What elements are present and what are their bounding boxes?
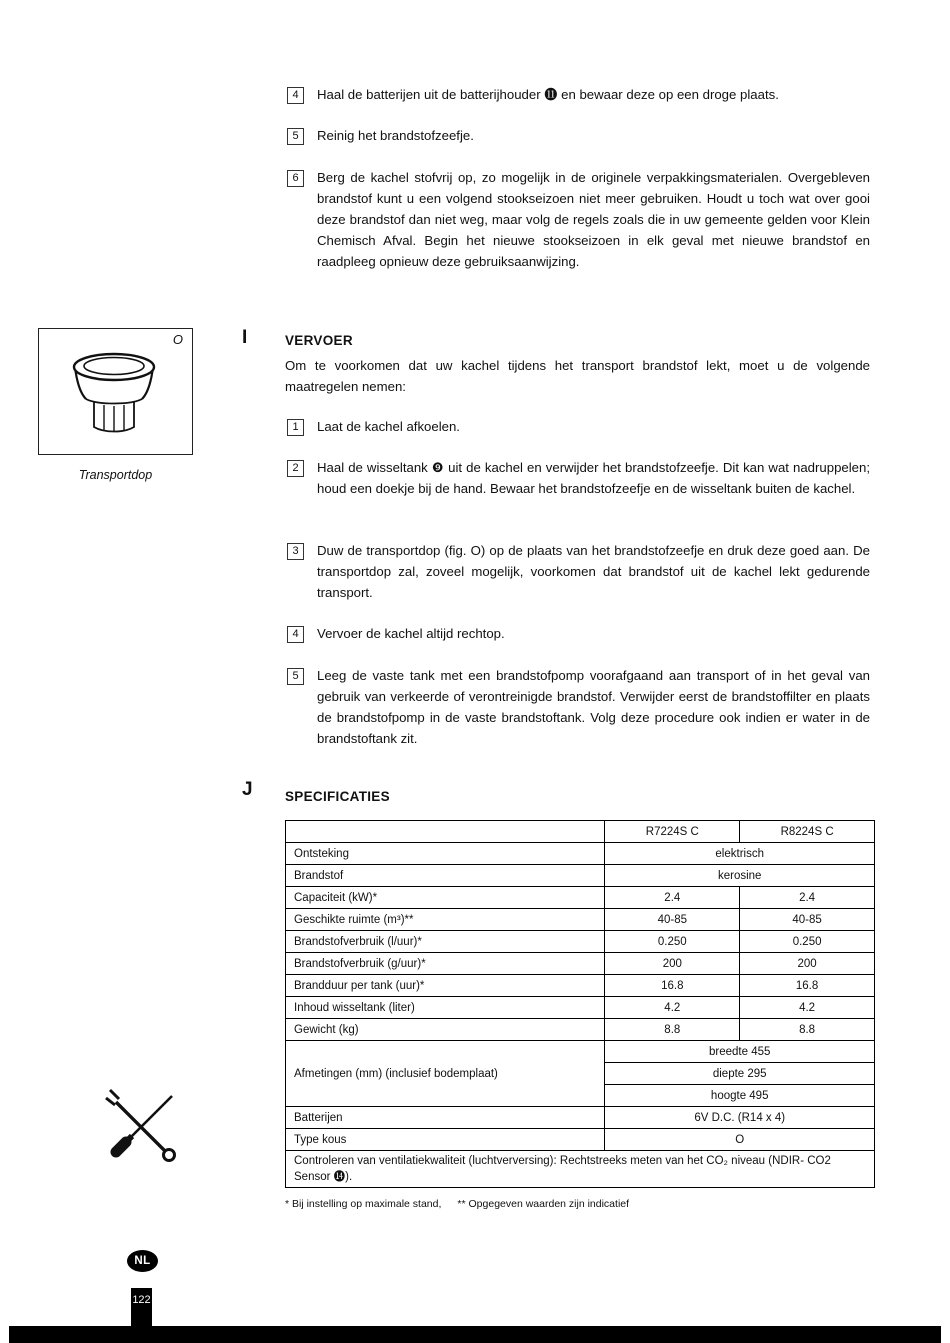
spec-value: 40-85 <box>740 909 875 931</box>
footer-bar <box>9 1326 941 1343</box>
spec-label: Ontsteking <box>286 843 605 865</box>
spec-value: 16.8 <box>740 975 875 997</box>
spec-value: diepte 295 <box>605 1063 875 1085</box>
table-row <box>286 843 875 865</box>
vervoer-step-1 <box>287 417 870 438</box>
vervoer-step-4 <box>287 624 870 645</box>
table-row <box>286 865 875 887</box>
model-column-header: R8224S C <box>740 821 875 843</box>
footnote-2: ** Opgegeven waarden zijn indicatief <box>457 1198 630 1210</box>
table-row <box>286 975 875 997</box>
section-title-vervoer: VERVOER <box>285 333 353 348</box>
transport-cap-figure <box>38 328 193 455</box>
step-text: Haal de batterijen uit de batterijhouder ⓫ en bewaar deze op een droge plaats. <box>317 87 779 102</box>
spec-value: 0.250 <box>740 931 875 953</box>
spec-value: 8.8 <box>605 1019 740 1041</box>
spec-value: 2.4 <box>740 887 875 909</box>
step-number-box: 4 <box>287 626 304 643</box>
section-title-specificaties: SPECIFICATIES <box>285 789 390 804</box>
spec-label: Geschikte ruimte (m³)** <box>286 909 605 931</box>
spec-value: breedte 455 <box>605 1041 875 1063</box>
table-header-row <box>286 821 875 843</box>
table-row <box>286 1129 875 1151</box>
step-text: Vervoer de kachel altijd rechtop. <box>317 626 505 641</box>
spec-label: Inhoud wisseltank (liter) <box>286 997 605 1019</box>
spec-value: 200 <box>605 953 740 975</box>
spec-value: 40-85 <box>605 909 740 931</box>
step-text: Duw de transportdop (fig. O) op de plaats van het brandstofzeefje en druk deze goed aan. De transportdop zal, zoveel mogelijk, voorkomen dat brandstof uit de kachel lekt gedurende transport. <box>317 543 870 600</box>
spec-value: 4.2 <box>740 997 875 1019</box>
figure-caption: Transportdop <box>78 468 153 482</box>
page-number: 122 <box>132 1294 151 1306</box>
spec-label: Brandstofverbruik (l/uur)* <box>286 931 605 953</box>
corner-cell <box>286 821 605 843</box>
storage-step-6 <box>287 168 870 273</box>
table-footnote <box>285 1198 629 1210</box>
step-number-box: 5 <box>287 128 304 145</box>
step-text: Reinig het brandstofzeefje. <box>317 128 474 143</box>
table-row <box>286 1107 875 1129</box>
table-row <box>286 1019 875 1041</box>
specifications-table <box>285 820 875 1188</box>
step-text: Laat de kachel afkoelen. <box>317 419 460 434</box>
spec-label: Brandstof <box>286 865 605 887</box>
spec-value: 16.8 <box>605 975 740 997</box>
spec-value: 200 <box>740 953 875 975</box>
step-text: Haal de wisseltank ❾ uit de kachel en verwijder het brandstofzeefje. Dit kan wat nadruppelen; houd een doekje bij de hand. Bewaar het brandstofzeefje en de wisseltank buiten de kachel. <box>317 460 870 496</box>
model-column-header: R7224S C <box>605 821 740 843</box>
table-row <box>286 997 875 1019</box>
step-number-box: 3 <box>287 543 304 560</box>
vervoer-step-2 <box>287 458 870 500</box>
spec-value: O <box>605 1129 875 1151</box>
step-text: Leeg de vaste tank met een brandstofpomp voorafgaand aan transport of in het geval van gebruik van verkeerde of verontreinigde brandstof. Verwijder eerst de brandstoffilter en plaats de brandstofpomp in de vaste brandstoftank. Volg deze procedure ook indien er water in de brandstoftank zit. <box>317 668 870 746</box>
section-letter-j: J <box>242 779 253 800</box>
transport-cap-illustration <box>55 343 177 441</box>
storage-step-4 <box>287 85 870 106</box>
spec-value: 6V D.C. (R14 x 4) <box>605 1107 875 1129</box>
table-row <box>286 953 875 975</box>
spec-value: hoogte 495 <box>605 1085 875 1107</box>
figure-letter: O <box>172 332 183 347</box>
crossed-tools-icon <box>102 1086 180 1166</box>
language-badge: NL <box>127 1250 158 1272</box>
spec-value: kerosine <box>605 865 875 887</box>
step-number-box: 6 <box>287 170 304 187</box>
step-number-box: 4 <box>287 87 304 104</box>
vervoer-intro: Om te voorkomen dat uw kachel tijdens het transport brandstof lekt, moet u de volgende maatregelen nemen: <box>285 358 870 394</box>
spec-label: Afmetingen (mm) (inclusief bodemplaat) <box>286 1041 605 1107</box>
spec-label: Capaciteit (kW)* <box>286 887 605 909</box>
vervoer-step-3 <box>287 541 870 604</box>
spec-value: elektrisch <box>605 843 875 865</box>
spec-label: Brandduur per tank (uur)* <box>286 975 605 997</box>
spec-label: Batterijen <box>286 1107 605 1129</box>
table-row <box>286 887 875 909</box>
spec-value: 4.2 <box>605 997 740 1019</box>
spec-label: Gewicht (kg) <box>286 1019 605 1041</box>
spec-value: 8.8 <box>740 1019 875 1041</box>
table-row <box>286 931 875 953</box>
step-number-box: 2 <box>287 460 304 477</box>
step-text: Berg de kachel stofvrij op, zo mogelijk in de originele verpakkingsmaterialen. Overgebleven brandstof kunt u een volgend stookseizoen niet meer gebruiken. Houdt u toch wat over gooi deze brandstof dan niet weg, maar volg de regels zoals die in uw gemeente gelden voor Klein Chemisch Afval. Begin het nieuwe stookseizoen in elk geval met nieuwe brandstof en raadpleeg opnieuw deze gebruiksaanwijzing. <box>317 170 870 269</box>
section-letter-i: I <box>242 327 248 348</box>
vervoer-step-5 <box>287 666 870 750</box>
spec-value: 2.4 <box>605 887 740 909</box>
step-number-box: 5 <box>287 668 304 685</box>
spec-label: Type kous <box>286 1129 605 1151</box>
table-note-row <box>286 1151 875 1188</box>
crossed-tools-graphic <box>102 1086 180 1166</box>
table-row <box>286 1041 875 1063</box>
spec-value: 0.250 <box>605 931 740 953</box>
storage-step-5 <box>287 126 870 147</box>
footnote-1: * Bij instelling op maximale stand, <box>285 1198 442 1210</box>
ventilation-note: Controleren van ventilatiekwaliteit (luchtverversing): Rechtstreeks meten van het CO₂ niveau (NDIR- CO2 Sensor ⓮). <box>286 1151 875 1188</box>
table-row <box>286 909 875 931</box>
spec-label: Brandstofverbruik (g/uur)* <box>286 953 605 975</box>
step-number-box: 1 <box>287 419 304 436</box>
